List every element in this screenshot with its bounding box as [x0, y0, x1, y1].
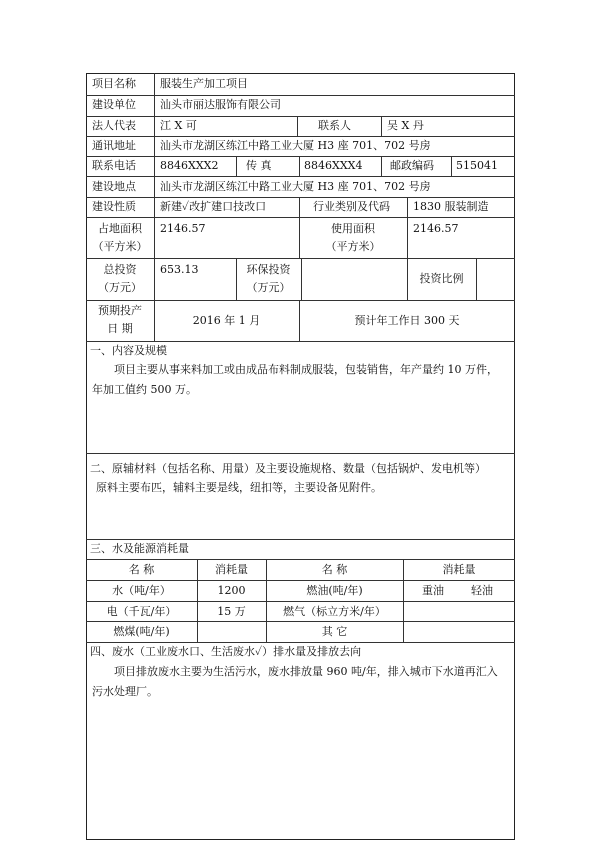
- row-line: [86, 559, 515, 560]
- energy-header-amount-2: 消耗量: [442, 563, 476, 576]
- row-line: [86, 95, 515, 96]
- section-1-text: 项目主要从事来料加工或由成品布料制成服装，包装销售，年产量约 10 万件，年加工值约 500 万。: [92, 363, 498, 396]
- use-area-value: 2146.57: [413, 222, 459, 235]
- col-line: [154, 73, 155, 341]
- legal-rep-label: 法人代表: [92, 119, 136, 132]
- col-line: [381, 116, 382, 136]
- gas-label: 燃气（标立方米/年）: [283, 605, 386, 618]
- project-name-value: 服装生产加工项目: [160, 77, 248, 90]
- section-2-title: 二、原辅材料（包括名称、用量）及主要设施规格、数量（包括锅炉、发电机等）: [90, 462, 486, 475]
- other-label: 其 它: [321, 625, 348, 638]
- col-line: [297, 116, 298, 136]
- col-line: [381, 156, 382, 176]
- section-1-title: 一、内容及规模: [90, 344, 167, 357]
- invest-label: 总投资: [103, 263, 137, 276]
- industry-label: 行业类别及代码: [313, 200, 390, 213]
- section-4-text: 项目排放废水主要为生活污水，废水排放量 960 吨/年，排入城市下水道再汇入污水处理厂。: [92, 665, 498, 698]
- legal-rep-value: 江 X 可: [160, 119, 197, 132]
- area-unit-label: （平方米）: [92, 240, 148, 253]
- row-line: [86, 176, 515, 177]
- power-label: 电（千瓦/年）: [106, 605, 177, 618]
- area-label: 占地面积: [98, 222, 142, 235]
- col-line: [451, 156, 452, 176]
- phone-label: 联系电话: [92, 159, 136, 172]
- row-line: [86, 136, 515, 137]
- row-line: [86, 601, 515, 602]
- col-line: [299, 156, 300, 176]
- row-line: [86, 621, 515, 622]
- project-name-label: 项目名称: [92, 77, 136, 90]
- section-4-title: 四、废水（工业废水口、生活废水✓）排水量及排放去向: [90, 645, 362, 658]
- address-label: 通讯地址: [92, 139, 136, 152]
- start-date-label: 日 期: [107, 322, 133, 335]
- row-line: [86, 217, 515, 218]
- section-2-text: 原料主要布匹，辅料主要是线，纽扣等，主要设备见附件。: [96, 481, 382, 494]
- heavy-oil-label: 重油: [422, 584, 444, 597]
- energy-header-name-2: 名 称: [321, 563, 348, 576]
- ratio-label: 投资比例: [419, 272, 464, 285]
- section-3-title: 三、水及能源消耗量: [90, 542, 189, 555]
- unit-value: 汕头市丽达服饰有限公司: [160, 98, 281, 111]
- postcode-label: 邮政编码: [390, 159, 434, 172]
- unit-label: 建设单位: [92, 98, 136, 111]
- industry-value: 1830 服装制造: [413, 200, 489, 213]
- address-value: 汕头市龙湖区练江中路工业大厦 H3 座 701、702 号房: [160, 139, 431, 152]
- use-area-unit-label: （平方米）: [325, 240, 381, 253]
- invest-value: 653.13: [160, 263, 199, 276]
- fax-value: 8846XXX4: [304, 159, 363, 172]
- row-line: [86, 341, 515, 342]
- start-value: 2016 年 1 月: [192, 314, 261, 327]
- start-label: 预期投产: [98, 304, 142, 317]
- row-line: [86, 300, 515, 301]
- row-line: [86, 642, 515, 643]
- contact-value: 吴 X 丹: [387, 119, 424, 132]
- env-invest-unit-label: （万元）: [246, 281, 291, 294]
- water-value: 1200: [217, 584, 246, 597]
- row-line: [86, 539, 515, 540]
- area-value: 2146.57: [160, 222, 206, 235]
- col-line: [301, 258, 302, 300]
- postcode-value: 515041: [456, 159, 498, 172]
- row-line: [86, 116, 515, 117]
- col-line: [236, 156, 237, 176]
- row-line: [86, 197, 515, 198]
- light-oil-label: 轻油: [471, 584, 493, 597]
- site-value: 汕头市龙湖区练江中路工业大厦 H3 座 701、702 号房: [160, 180, 431, 193]
- nature-label: 建设性质: [92, 200, 136, 213]
- row-line: [86, 453, 515, 454]
- energy-header-amount: 消耗量: [215, 563, 248, 576]
- coal-label: 燃煤(吨/年): [113, 625, 170, 638]
- energy-header-name: 名 称: [128, 563, 155, 576]
- fax-label: 传 真: [246, 159, 272, 172]
- contact-label: 联系人: [318, 119, 351, 132]
- col-line: [407, 197, 408, 258]
- phone-value: 8846XXX2: [160, 159, 219, 172]
- use-area-label: 使用面积: [331, 222, 375, 235]
- power-value: 15 万: [217, 605, 246, 618]
- invest-unit-label: （万元）: [98, 281, 142, 294]
- env-invest-label: 环保投资: [246, 263, 291, 276]
- site-label: 建设地点: [92, 180, 136, 193]
- workdays-value: 预计年工作日 300 天: [354, 314, 460, 327]
- row-line: [86, 580, 515, 581]
- nature-value: 新建✓改扩建口技改口: [160, 200, 267, 213]
- fuel-oil-label: 燃油(吨/年): [306, 584, 363, 597]
- water-label: 水（吨/年）: [112, 584, 171, 597]
- col-line: [476, 258, 477, 300]
